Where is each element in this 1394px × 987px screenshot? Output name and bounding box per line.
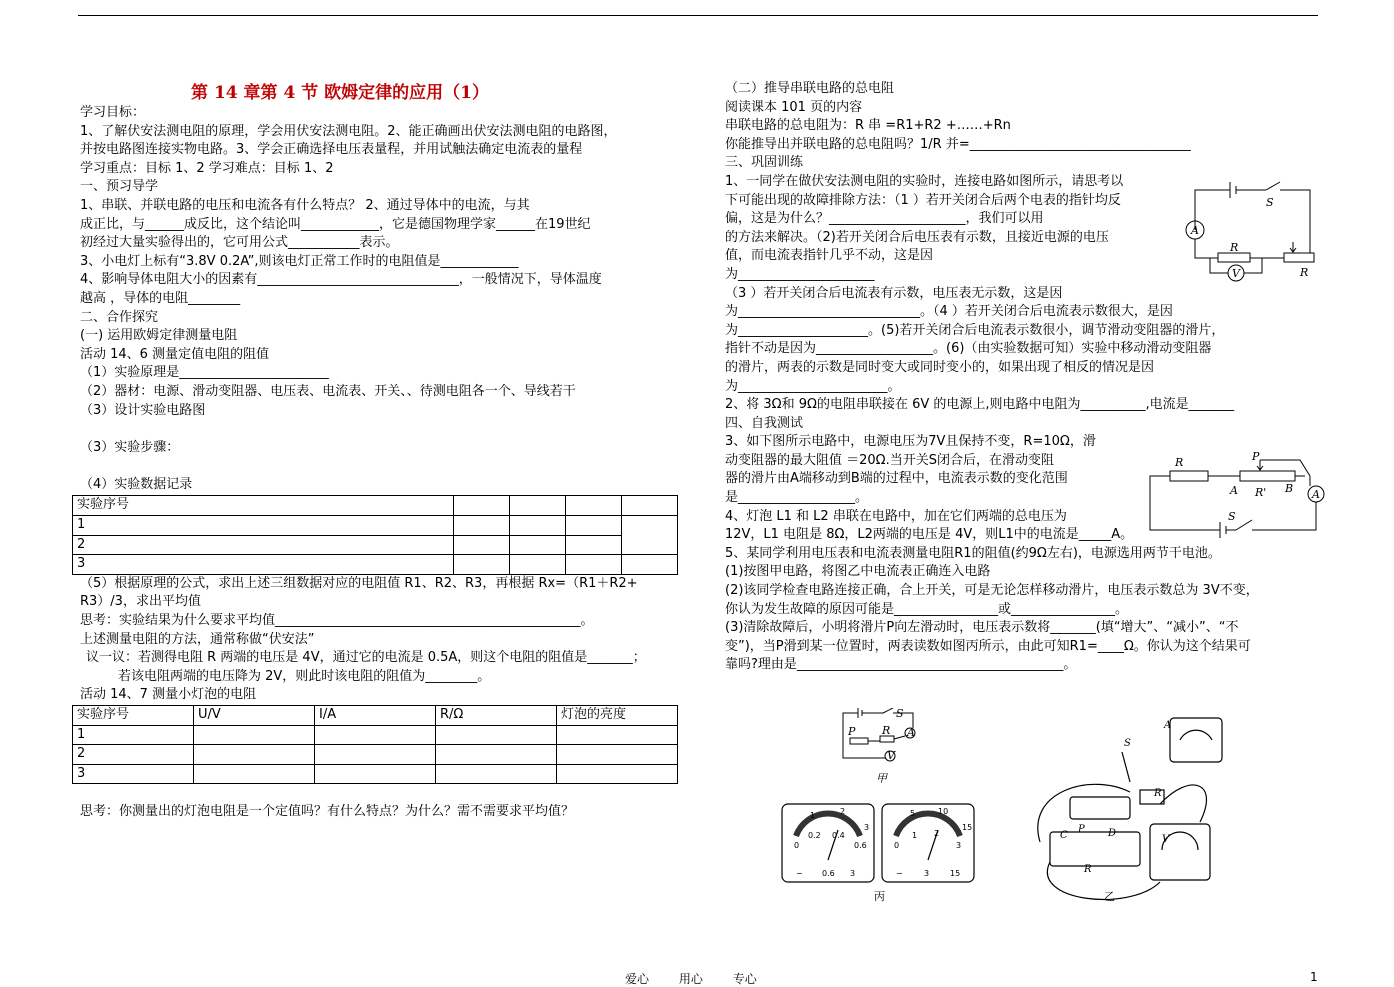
svg-text:A: A	[907, 726, 915, 739]
svg-text:R: R	[882, 724, 891, 737]
svg-text:P: P	[848, 725, 856, 738]
right-column	[725, 80, 1318, 675]
svg-text:P: P	[1078, 824, 1085, 835]
voltmeter-scale: 10	[938, 807, 949, 816]
ammeter-scale: 3	[864, 823, 870, 832]
meters-bing	[778, 800, 978, 910]
table-row	[73, 496, 678, 516]
text-line: 5、某同学利用电压表和电流表测量电阻R1的阻值(约9Ω左右)，电源选用两节干电池。	[725, 545, 1221, 561]
circuit-label: S	[1228, 510, 1236, 523]
text-line: 越高 ，导体的电阻________	[80, 290, 241, 306]
text-line: 靠吗?理由是_________________________________________。	[725, 657, 1077, 673]
voltmeter-scale: 0	[894, 841, 900, 850]
text-line: 1、一同学在做伏安法测电阻的实验时，连接电路如图所示，请思考以	[725, 173, 1124, 189]
text-line: （2）器材：电源、滑动变阻器、电压表、电流表、开关、、待测电阻各一个、导线若干	[80, 383, 576, 399]
text-line: 动变阻器的最大阻值 ＝20Ω.当开关S闭合后，在滑动变阻	[725, 452, 1054, 468]
text-line: 的方法来解决。（2)若开关闭合后电压表有示数，且接近电源的电压	[725, 229, 1109, 245]
table-row	[73, 535, 678, 555]
svg-text:S: S	[1124, 738, 1131, 749]
data-table-1	[72, 495, 678, 574]
circuit-label: A	[1312, 488, 1320, 501]
svg-text:R: R	[1154, 788, 1162, 799]
ammeter-terminal: −	[796, 869, 803, 878]
table-cell: 2	[73, 745, 194, 765]
table-cell: 3	[73, 555, 454, 575]
text-line: 为_______________________。	[725, 378, 901, 394]
text-line: 你认为发生故障的原因可能是________________或________________。	[725, 601, 1129, 617]
text-line: 思考：你测量出的灯泡电阻是一个定值吗？有什么特点？为什么？需不需要求平均值？	[80, 803, 575, 819]
circuit-label: P	[1252, 450, 1260, 463]
text-line: 为____________________________。（4 ）若开关闭合后电流表示数很大，是因	[725, 304, 1173, 320]
table-row	[73, 706, 678, 726]
table-cell: 3	[73, 764, 194, 784]
text-line: 二、合作探究	[80, 309, 159, 325]
text-line: 1、了解伏安法测电阻的原理，学会用伏安法测电阻。2、能正确画出伏安法测电阻的电路图，	[80, 123, 617, 139]
text-line: 偏，这是为什么？_____________________，我们可以用	[725, 211, 1044, 227]
circuit-label: A	[1230, 484, 1238, 497]
footer-item: 用心	[678, 972, 703, 986]
table-row	[73, 516, 678, 536]
text-line: 是__________________。	[725, 490, 869, 506]
text-line: 的滑片，两表的示数是同时变大或同时变小的，如果出现了相反的情况是因	[725, 359, 1155, 375]
text-line: （二）推导串联电路的总电阻	[725, 81, 895, 96]
text-line: 阅读课本 101 页的内容	[725, 99, 863, 115]
text-line: (3)清除故障后，小明将滑片P向左滑动时，电压表示数将_______(填“增大”、“减小”、“不	[725, 620, 1239, 636]
text-line: 为_____________________	[725, 266, 875, 282]
circuit-label: R'	[1255, 486, 1267, 499]
text-line: R3）/3，求出平均值	[80, 594, 201, 610]
svg-text:V: V	[1162, 834, 1170, 845]
svg-text:R: R	[1084, 864, 1092, 875]
text-line: 4、影响导体电阻大小的因素有_______________________________，一般情况下，导体温度	[80, 272, 602, 288]
table-cell: 1	[73, 725, 194, 745]
table-header: U/V	[194, 706, 315, 726]
left-column	[77, 82, 680, 822]
text-line: 思考：实验结果为什么要求平均值_______________________________________________。	[80, 613, 594, 629]
ammeter-terminal: 3	[850, 869, 856, 878]
voltmeter-scale: 3	[956, 841, 962, 850]
footer-item: 专心	[732, 972, 757, 986]
table-header: R/Ω	[436, 706, 557, 726]
table-cell: 1	[73, 516, 454, 536]
svg-text:D: D	[1108, 828, 1117, 839]
text-line: （4）实验数据记录	[80, 476, 193, 492]
table-header: 灯泡的亮度	[557, 706, 678, 726]
table-row	[73, 725, 678, 745]
apparatus-yi	[1030, 712, 1230, 912]
text-line: 并按电路图连接实物电路。3、学会正确选择电压表量程，并用试触法确定电流表的量程	[80, 142, 583, 158]
svg-text:V: V	[887, 749, 895, 762]
text-line: 成正比，与______成反比，这个结论叫____________，它是德国物理学家______在19世纪	[80, 216, 591, 232]
text-line: 下可能出现的故障排除方法：（1 ）若开关闭合后两个电表的指针均反	[725, 192, 1121, 208]
voltmeter-scale: 1	[912, 831, 918, 840]
voltmeter-scale: 2	[934, 829, 940, 838]
text-line: 学习重点：目标 1、2 学习难点：目标 1、2	[80, 160, 334, 176]
text-line: 指针不动是因为__________________。(6)（由实验数据可知）实验中移动滑动变阻器	[725, 341, 1212, 357]
ammeter-scale: 1	[810, 811, 816, 820]
text-line: 3、如下图所示电路中，电源电压为7V且保持不变，R=10Ω，滑	[725, 434, 1096, 450]
ammeter-scale: 0	[794, 841, 800, 850]
table-cell: 2	[73, 535, 454, 555]
text-line: 器的滑片由A端移动到B端的过程中，电流表示数的变化范围	[725, 471, 1068, 487]
text-line: （3 ）若开关闭合后电流表有示数，电压表无示数，这是因	[725, 285, 1063, 301]
text-line: (2)该同学检查电路连接正确，合上开关，可是无论怎样移动滑片，电压表示数总为 3V不变，	[725, 583, 1259, 599]
figure-label-bing: 丙	[874, 890, 885, 903]
text-line: 为____________________。(5)若开关闭合后电流表示数很小，调节滑动变阻器的滑片，	[725, 322, 1225, 338]
figure-label-jia: 甲	[876, 772, 887, 785]
table-header: I/A	[315, 706, 436, 726]
text-line: 3、小电灯上标有“3.8V 0.2A”,则该电灯正常工作时的电阻值是____________	[80, 253, 519, 269]
footer-item: 爱心	[625, 972, 650, 986]
circuit-diagram-1	[1180, 178, 1320, 288]
text-line: 你能推导出并联电路的总电阻吗？1/R 并=__________________________________	[725, 136, 1191, 152]
table-row	[73, 745, 678, 765]
table-cell: 实验序号	[73, 496, 454, 516]
figure-label-yi: 乙	[1104, 890, 1115, 903]
text-line: 学习目标：	[80, 105, 146, 120]
text-line: 四、自我测试	[725, 415, 804, 431]
footer	[625, 970, 783, 987]
circuit-label: R	[1300, 266, 1309, 279]
text-line: （3）设计实验电路图	[80, 402, 206, 418]
voltmeter-terminal: 15	[950, 869, 961, 878]
text-line: 议一议：若测得电阻 R 两端的电压是 4V，通过它的电流是 0.5A，则这个电阻的阻值是_______；	[86, 650, 646, 666]
circuit-label: R	[1230, 241, 1239, 254]
text-line: 若该电阻两端的电压降为 2V，则此时该电阻的阻值为________。	[118, 668, 491, 684]
svg-text:C: C	[1060, 830, 1068, 841]
text-line: （5）根据原理的公式，求出上述三组数据对应的电阻值 R1、R2、R3，再根据 Rx=（R1＋R2+	[80, 575, 638, 591]
circuit-label: V	[1232, 267, 1240, 280]
data-table-2	[72, 705, 678, 784]
text-line: 串联电路的总电阻为：R 串 =R1+R2 +……+Rn	[725, 118, 1011, 134]
voltmeter-terminal: −	[896, 869, 903, 878]
ammeter-scale: 0.6	[854, 841, 867, 850]
text-line: 变”)，当P滑到某一位置时，两表读数如图丙所示，由此可知R1=____Ω。你认为这个结果可	[725, 638, 1251, 654]
text-line: 活动 14、7 测量小灯泡的电阻	[80, 687, 257, 703]
text-line: 2、将 3Ω和 9Ω的电阻串联接在 6V 的电源上,则电路中电阻为__________,电流是_______	[725, 397, 1235, 413]
text-line: 上述测量电阻的方法，通常称做“伏安法”	[80, 631, 315, 647]
text-line: （3）实验步骤：	[80, 439, 180, 455]
table-row	[73, 764, 678, 784]
circuit-label: A	[1191, 224, 1199, 237]
voltmeter-scale: 15	[962, 823, 973, 832]
circuit-label: B	[1285, 482, 1294, 495]
text-line: (一) 运用欧姆定律测量电阻	[80, 328, 238, 344]
text-line: 4、灯泡 L1 和 L2 串联在电路中，加在它们两端的总电压为	[725, 508, 1067, 524]
text-line: 值，而电流表指针几乎不动，这是因	[725, 248, 934, 264]
page-title: 第 14 章第 4 节 欧姆定律的应用（1）	[191, 83, 489, 103]
ammeter-scale: 0.4	[832, 831, 845, 840]
table-row	[73, 555, 678, 575]
page-number: 1	[1310, 970, 1318, 984]
circuit-diagram-2	[1140, 448, 1330, 538]
svg-text:A: A	[1164, 720, 1172, 731]
text-line: 活动 14、6 测量定值电阻的阻值	[80, 346, 270, 362]
voltmeter-scale: 5	[910, 809, 916, 818]
text-line: （1）实验原理是_______________________	[80, 365, 329, 381]
ammeter-scale: 0.2	[808, 831, 821, 840]
text-line: 三、巩固训练	[725, 155, 804, 171]
text-line: 一、预习导学	[80, 179, 159, 195]
circuit-label: S	[1266, 196, 1274, 209]
header-rule	[78, 15, 1318, 16]
ammeter-scale: 2	[840, 807, 846, 816]
circuit-diagram-jia	[838, 708, 928, 788]
svg-text:S: S	[896, 708, 904, 720]
voltmeter-terminal: 3	[924, 869, 930, 878]
text-line: 1、串联、并联电路的电压和电流各有什么特点？ 2、通过导体中的电流，与其	[80, 197, 530, 213]
circuit-label: R	[1175, 456, 1184, 469]
text-line: 初经过大量实验得出的，它可用公式___________表示。	[80, 235, 399, 251]
text-line: 12V，L1 电阻是 8Ω，L2两端的电压是 4V，则L1中的电流是_____A。	[725, 527, 1134, 543]
ammeter-terminal: 0.6	[822, 869, 835, 878]
text-line: (1)按图甲电路，将图乙中电流表正确连入电路	[725, 564, 991, 580]
table-header: 实验序号	[73, 706, 194, 726]
